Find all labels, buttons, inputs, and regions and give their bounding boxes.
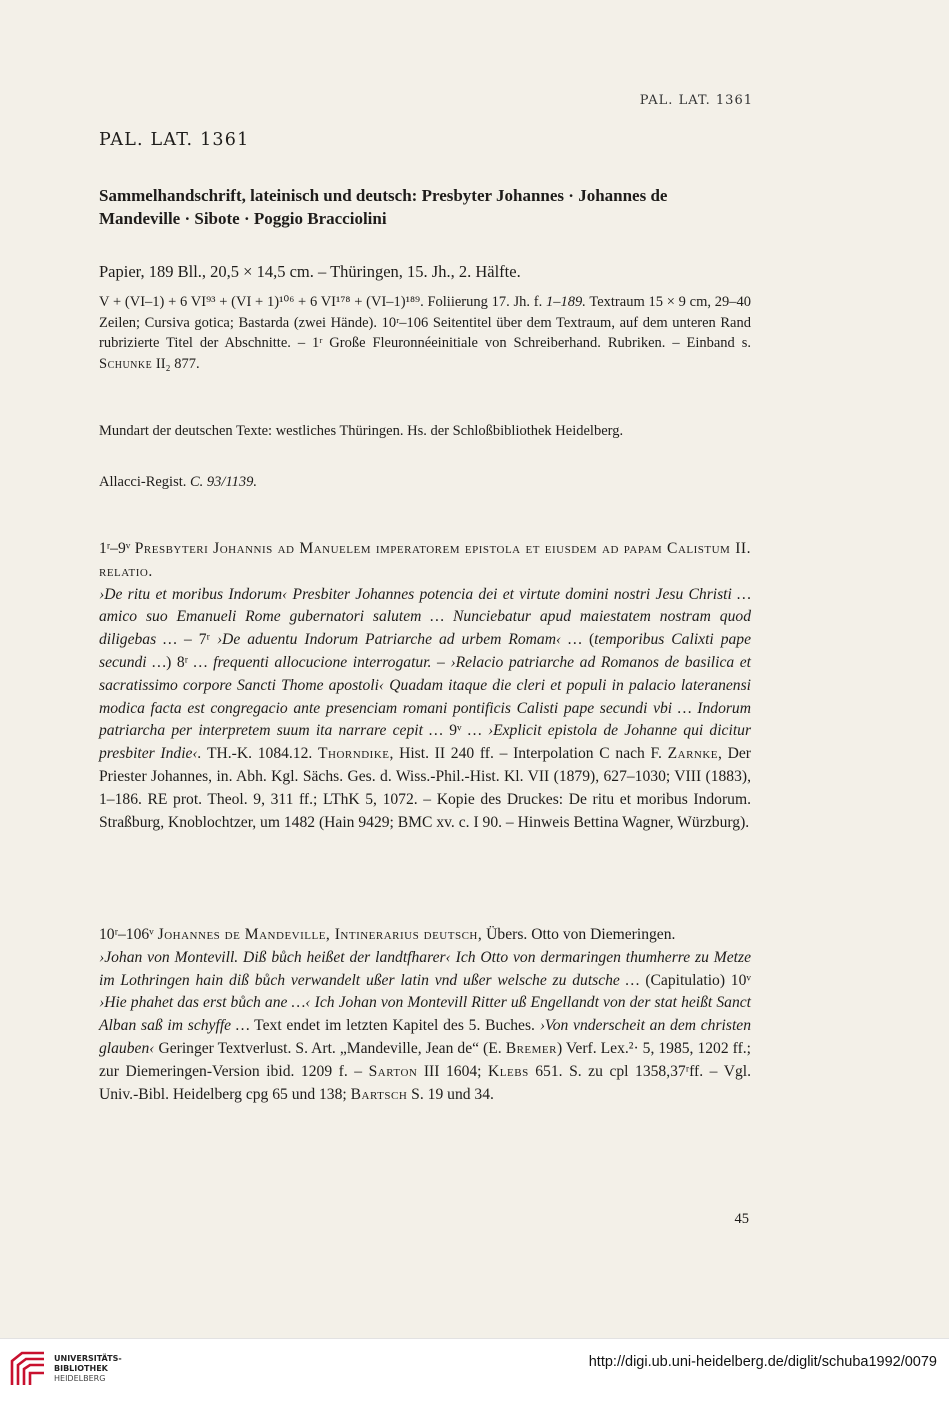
section-heading: Johannes de Mandeville, Intinerarius deutsch, — [157, 926, 483, 943]
permalink-url[interactable]: http://digi.ub.uni-heidelberg.de/diglit/schuba1992/0079 — [588, 1354, 937, 1370]
allacci-register: Allacci-Regist. C. 93/1139. — [99, 474, 258, 490]
section-presbyter-johannes: 1ʳ–9ᵛ Presbyteri Johannis ad Manuelem imperatorem epistola et eiusdem ad papam Calistum II. relatio. ›De ritu et moribus Indorum‹ Presbiter Johannes potencia dei et virtute domini nostri Jesu Christi … amico suo Emanueli Rome gubernatori salutem … Nunciebatur apud maiestatem nostram quod diligebas … – 7ʳ ›De aduentu Indorum Patriarche ad urbem Romam‹ … (temporibus Calixti pape secundi …) 8ʳ … frequenti allocucione interrogatur. – ›Relacio patriarche ad Romanos de basilica et sacratissimo corpore Sancti Thome apostoli‹ Quadam itaque die cleri et populi in palacio lateranensi modica facta est congregacio ante presenciam romani pontificis Calisti pape secundi vbi … Indorum patriarcha per interpretem suum ita narrare cepit … 9ᵛ … ›Explicit epistola de Johanne qui dicitur presbiter Indie‹. TH.-K. 1084.12. Thorndike, Hist. II 240 ff. – Interpolation C nach F. Zarnke, Der Priester Johannes, in. Abh. Kgl. Sächs. Ges. d. Wiss.-Phil.-Hist. Kl. VII (1879), 627–1030; VIII (1883), 1–186. RE prot. Theol. 9, 311 ff.; LThK 5, 1072. – Kopie des Druckes: De ritu et moribus Indorum. Straßburg, Knoblochtzer, um 1482 (Hain 9429; BMC xv. c. I 90. – Hinweis Bettina Wagner, Würzburg). — [99, 540, 752, 831]
footer-bar — [0, 1338, 949, 1411]
collation-paragraph: V + (VI–1) + 6 VI⁹³ + (VI + 1)¹⁰⁶ + 6 VI¹⁷⁸ + (VI–1)¹⁸⁹. Foliierung 17. Jh. f. 1–189. Textraum 15 × 9 cm, 29–40 Zeilen; Cursiva gotica; Bastarda (zwei Hände). 10ʳ–106 Seitentitel über dem Textraum, auf dem unteren Rand rubrizierte Titel der Abschnitte. – 1ʳ Große Fleuronnéeinitiale von Schreiberhand. Rubriken. – Einband s. Schunke II₂ 877. — [99, 294, 752, 372]
shelfmark-title: PAL. LAT. 1361 — [99, 130, 250, 150]
running-head: PAL. LAT. 1361 — [639, 93, 753, 108]
manuscript-title: Sammelhandschrift, lateinisch und deutsch: Presbyter Johannes · Johannes de Mandeville · Sibote · Poggio Bracciolini — [99, 186, 668, 228]
dialect-paragraph: Mundart der deutschen Texte: westliches Thüringen. Hs. der Schloßbibliothek Heidelberg. — [99, 423, 624, 439]
section-mandeville: 10ʳ–106ᵛ Johannes de Mandeville, Intinerarius deutsch, Übers. Otto von Diemeringen. ›Johan von Montevill. Diß bůch heißet der landtfharer‹ Ich Otto von dermaringen thumherre zu Metze im Lothringen hain diß bůch verwandelt ußer latin vnd ußer welsche zu dutsche … (Capitulatio) 10ᵛ ›Hie phahet das erst bůch ane …‹ Ich Johan von Montevill Ritter uß Engellandt von der stat heißt Sanct Alban saß im schyffe … Text endet im letzten Kapitel des 5. Buches. ›Von vnderscheit an dem christen glauben‹ Geringer Textverlust. S. Art. „Mandeville, Jean de“ (E. Bremer) Verf. Lex.²· 5, 1985, 1202 ff.; zur Diemeringen-Version ibid. 1209 f. – Sarton III 1604; Klebs 651. S. zu cpl 1358,37ʳff. – Vgl. Univ.-Bibl. Heidelberg cpg 65 und 138; Bartsch S. 19 und 34. — [99, 926, 752, 1103]
section-heading: Presbyteri Johannis ad Manuelem imperatorem epistola et eiusdem ad papam Calistum II. relatio. — [99, 540, 751, 580]
library-name: UNIVERSITÄTS- BIBLIOTHEK HEIDELBERG — [54, 1354, 122, 1383]
page-number: 45 — [734, 1211, 749, 1227]
university-library-logo-icon[interactable] — [8, 1349, 48, 1389]
physical-description: Papier, 189 Bll., 20,5 × 14,5 cm. – Thüringen, 15. Jh., 2. Hälfte. — [99, 262, 521, 281]
